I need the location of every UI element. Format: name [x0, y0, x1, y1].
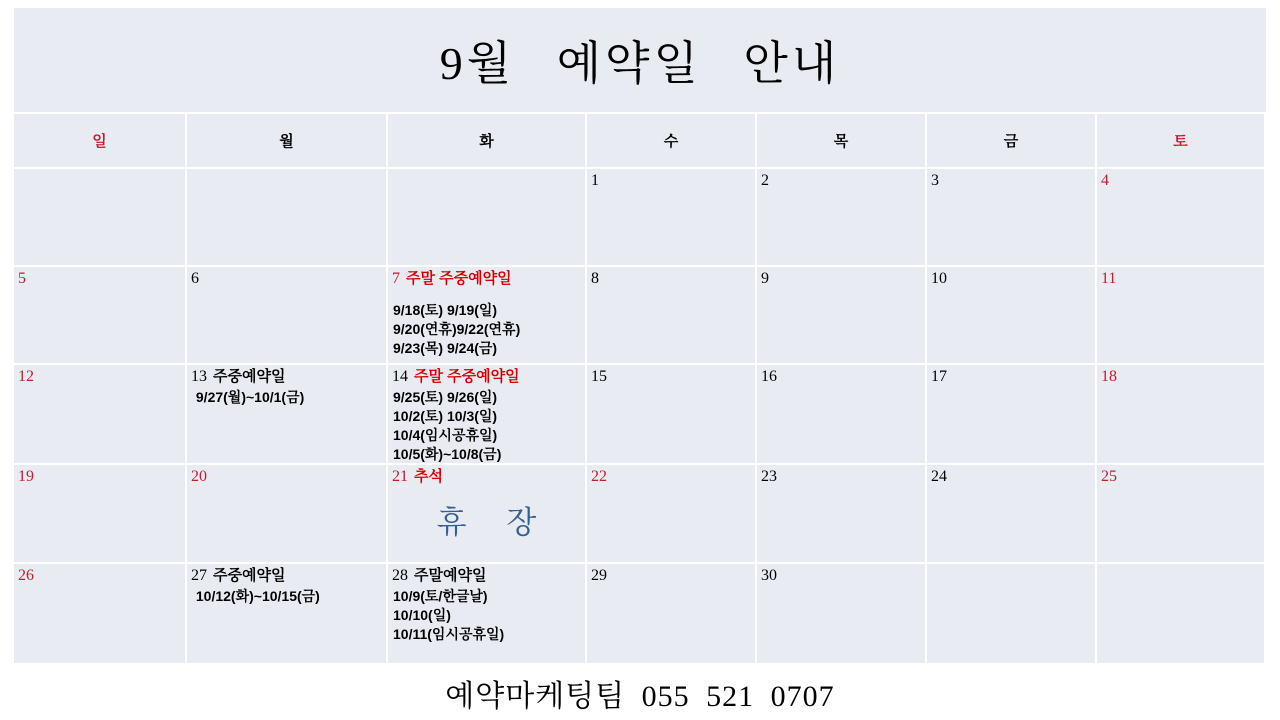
weekday-header-5: 금	[927, 114, 1095, 167]
day-cell-8	[587, 267, 755, 363]
day-cell-14	[388, 365, 585, 463]
day-cell-empty	[187, 169, 386, 265]
day-cell-head	[931, 172, 1091, 190]
day-cell-22	[587, 465, 755, 562]
day-cell-21	[388, 465, 585, 562]
day-cell-5	[14, 267, 185, 363]
day-cell-head	[931, 270, 1091, 288]
day-detail-line: 10/9(토/한글날)	[393, 588, 488, 604]
day-cell-7	[388, 267, 585, 363]
day-detail-line: 9/18(토) 9/19(일)	[393, 302, 498, 318]
day-cell-25	[1097, 465, 1264, 562]
day-cell-head	[761, 567, 921, 585]
day-detail-lines	[393, 587, 581, 644]
day-cell-6	[187, 267, 386, 363]
day-detail-line: 9/25(토) 9/26(일)	[393, 389, 498, 405]
day-detail-lines	[192, 587, 382, 606]
day-cell-head	[931, 468, 1091, 486]
day-number: 5	[18, 270, 26, 287]
day-cell-head	[591, 468, 751, 486]
day-label: 추석	[414, 468, 443, 485]
day-cell-head	[392, 567, 581, 585]
weekday-header-1: 월	[187, 114, 386, 167]
day-cell-20	[187, 465, 386, 562]
day-cell-head	[191, 270, 382, 288]
day-cell-head	[761, 368, 921, 386]
day-number: 18	[1101, 368, 1117, 385]
day-cell-head	[761, 468, 921, 486]
day-detail-line: 10/12(화)~10/15(금)	[192, 588, 320, 604]
calendar-grid	[14, 114, 1266, 663]
day-number: 21	[392, 468, 408, 485]
day-cell-17	[927, 365, 1095, 463]
day-number: 4	[1101, 172, 1109, 189]
day-cell-29	[587, 564, 755, 663]
day-cell-19	[14, 465, 185, 562]
day-number: 6	[191, 270, 199, 287]
weekday-header-0: 일	[14, 114, 185, 167]
day-cell-9	[757, 267, 925, 363]
day-cell-28	[388, 564, 585, 663]
day-detail-lines	[393, 301, 581, 358]
day-cell-27	[187, 564, 386, 663]
day-cell-26	[14, 564, 185, 663]
day-label: 주중예약일	[213, 567, 286, 584]
day-cell-head	[191, 567, 382, 585]
day-number: 15	[591, 368, 607, 385]
weekday-header-3: 수	[587, 114, 755, 167]
day-cell-empty	[388, 169, 585, 265]
day-number: 8	[591, 270, 599, 287]
day-cell-head	[591, 368, 751, 386]
day-label: 주말 주중예약일	[414, 368, 520, 385]
calendar-table	[14, 8, 1266, 663]
day-number: 14	[392, 368, 408, 385]
day-number: 23	[761, 468, 777, 485]
closed-notice: 휴 장	[436, 505, 553, 540]
day-cell-18	[1097, 365, 1264, 463]
day-number: 22	[591, 468, 607, 485]
day-detail-lines	[192, 388, 382, 407]
day-cell-16	[757, 365, 925, 463]
day-number: 30	[761, 567, 777, 584]
day-cell-23	[757, 465, 925, 562]
day-detail-lines	[393, 388, 581, 463]
day-cell-13	[187, 365, 386, 463]
day-cell-empty	[927, 564, 1095, 663]
day-number: 27	[191, 567, 207, 584]
day-number: 19	[18, 468, 34, 485]
weekday-header-2: 화	[388, 114, 585, 167]
day-cell-12	[14, 365, 185, 463]
day-number: 17	[931, 368, 947, 385]
weekday-header-6: 토	[1097, 114, 1264, 167]
day-detail-line: 10/2(토) 10/3(일)	[393, 408, 498, 424]
day-cell-head	[761, 270, 921, 288]
day-cell-1	[587, 169, 755, 265]
day-cell-4	[1097, 169, 1264, 265]
day-label: 주말 주중예약일	[406, 270, 512, 287]
day-label: 주중예약일	[213, 368, 286, 385]
day-cell-head	[591, 567, 751, 585]
day-cell-head	[591, 270, 751, 288]
day-number: 1	[591, 172, 599, 189]
day-detail-line: 10/11(임시공휴일)	[393, 626, 505, 642]
day-cell-empty	[1097, 564, 1264, 663]
day-cell-3	[927, 169, 1095, 265]
day-number: 7	[392, 270, 400, 287]
day-cell-24	[927, 465, 1095, 562]
day-cell-10	[927, 267, 1095, 363]
day-cell-head	[191, 368, 382, 386]
day-number: 9	[761, 270, 769, 287]
day-cell-head	[18, 368, 181, 386]
day-number: 2	[761, 172, 769, 189]
title-row	[14, 8, 1266, 112]
footer-contact: 예약마케팅팀 055 521 0707	[445, 680, 835, 713]
day-cell-head	[1101, 368, 1260, 386]
day-number: 13	[191, 368, 207, 385]
day-cell-empty	[14, 169, 185, 265]
day-cell-11	[1097, 267, 1264, 363]
day-detail-line: 10/10(일)	[393, 607, 451, 623]
weekday-header-4: 목	[757, 114, 925, 167]
day-number: 24	[931, 468, 947, 485]
page-title: 9월 예약일 안내	[439, 38, 841, 89]
day-cell-head	[191, 468, 382, 486]
day-number: 25	[1101, 468, 1117, 485]
day-cell-head	[392, 270, 581, 288]
day-number: 20	[191, 468, 207, 485]
day-number: 16	[761, 368, 777, 385]
day-detail-line: 10/4(임시공휴일)	[393, 427, 498, 443]
day-cell-head	[1101, 270, 1260, 288]
day-cell-head	[18, 270, 181, 288]
day-detail-line: 9/20(연휴)9/22(연휴)	[393, 321, 521, 337]
day-cell-head	[18, 468, 181, 486]
day-cell-30	[757, 564, 925, 663]
day-cell-2	[757, 169, 925, 265]
day-detail-line: 9/27(월)~10/1(금)	[192, 389, 305, 405]
day-detail-line: 9/23(목) 9/24(금)	[393, 340, 498, 356]
day-cell-head	[931, 368, 1091, 386]
day-label: 주말예약일	[414, 567, 487, 584]
day-number: 3	[931, 172, 939, 189]
day-cell-head	[1101, 172, 1260, 190]
day-number: 12	[18, 368, 34, 385]
day-cell-head	[1101, 468, 1260, 486]
day-number: 29	[591, 567, 607, 584]
day-cell-head	[591, 172, 751, 190]
day-cell-head	[18, 567, 181, 585]
day-cell-head	[761, 172, 921, 190]
day-number: 26	[18, 567, 34, 584]
day-number: 28	[392, 567, 408, 584]
day-detail-line: 10/5(화)~10/8(금)	[393, 446, 502, 462]
day-cell-15	[587, 365, 755, 463]
day-cell-head	[392, 468, 581, 486]
day-number: 10	[931, 270, 947, 287]
day-cell-head	[392, 368, 581, 386]
day-number: 11	[1101, 270, 1117, 287]
